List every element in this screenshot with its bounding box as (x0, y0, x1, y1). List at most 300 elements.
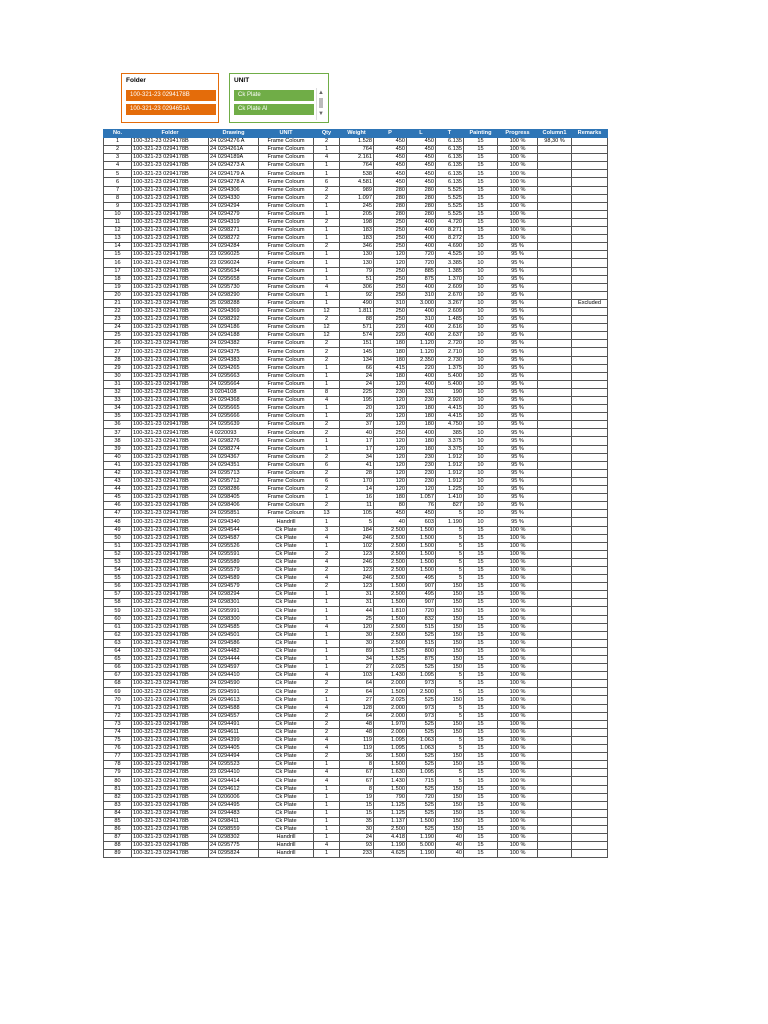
table-cell[interactable]: Frame Coloum (259, 348, 314, 356)
table-cell[interactable]: 85 (104, 817, 132, 825)
table-cell[interactable]: 11 (340, 502, 374, 510)
table-cell[interactable]: 1.630 (374, 769, 407, 777)
table-cell[interactable] (572, 550, 608, 558)
table-cell[interactable]: 100 % (498, 720, 538, 728)
table-cell[interactable]: 100-321-23 0294178B (132, 769, 209, 777)
table-cell[interactable] (572, 235, 608, 243)
table-cell[interactable]: 10 (464, 340, 498, 348)
table-cell[interactable] (572, 291, 608, 299)
table-cell[interactable]: 15 (464, 186, 498, 194)
column-header[interactable]: Painting (464, 130, 498, 138)
table-cell[interactable]: 24 0295663 (209, 372, 259, 380)
table-cell[interactable]: 100 % (498, 154, 538, 162)
table-cell[interactable]: 95 % (498, 243, 538, 251)
table-cell[interactable]: 78 (104, 761, 132, 769)
table-cell[interactable]: 198 (340, 218, 374, 226)
table-cell[interactable]: 400 (407, 227, 436, 235)
table-cell[interactable]: 1 (314, 170, 340, 178)
table-cell[interactable] (538, 445, 572, 453)
table-cell[interactable]: 1.811 (340, 307, 374, 315)
table-cell[interactable]: 5 (436, 558, 464, 566)
table-cell[interactable]: 10 (464, 445, 498, 453)
table-cell[interactable]: 34 (340, 453, 374, 461)
table-cell[interactable]: 5 (436, 769, 464, 777)
table-cell[interactable]: 100-321-23 0294178B (132, 704, 209, 712)
table-cell[interactable]: 100 % (498, 227, 538, 235)
table-cell[interactable]: 95 % (498, 267, 538, 275)
table-cell[interactable]: 15 (464, 801, 498, 809)
table-cell[interactable]: 100-321-23 0294178B (132, 615, 209, 623)
table-cell[interactable] (538, 186, 572, 194)
table-cell[interactable]: 1.095 (407, 672, 436, 680)
table-cell[interactable]: 220 (374, 332, 407, 340)
table-cell[interactable]: 180 (407, 421, 436, 429)
table-cell[interactable]: Ck Plate (259, 785, 314, 793)
table-cell[interactable] (572, 518, 608, 526)
table-cell[interactable]: 15 (464, 769, 498, 777)
table-cell[interactable]: 24 0294188 (209, 332, 259, 340)
table-cell[interactable]: 180 (374, 356, 407, 364)
table-cell[interactable]: 150 (436, 696, 464, 704)
table-cell[interactable]: 100 % (498, 696, 538, 704)
table-cell[interactable]: 415 (374, 364, 407, 372)
table-cell[interactable]: 15 (464, 178, 498, 186)
table-cell[interactable]: 2 (314, 720, 340, 728)
table-cell[interactable]: 280 (374, 210, 407, 218)
table-cell[interactable]: 7 (104, 186, 132, 194)
table-cell[interactable]: 1.370 (436, 275, 464, 283)
table-cell[interactable]: Frame Coloum (259, 380, 314, 388)
table-cell[interactable] (572, 664, 608, 672)
table-cell[interactable]: 10 (464, 453, 498, 461)
table-cell[interactable]: 6.135 (436, 162, 464, 170)
table-cell[interactable]: 15 (464, 202, 498, 210)
table-cell[interactable]: 100-321-23 0294178B (132, 728, 209, 736)
table-cell[interactable]: 15 (464, 615, 498, 623)
table-cell[interactable]: 2.500 (374, 575, 407, 583)
table-cell[interactable]: 15 (464, 753, 498, 761)
table-cell[interactable]: Ck Plate (259, 550, 314, 558)
table-cell[interactable]: 15 (464, 664, 498, 672)
table-cell[interactable]: 790 (374, 793, 407, 801)
table-cell[interactable]: Frame Coloum (259, 178, 314, 186)
table-cell[interactable] (572, 777, 608, 785)
table-cell[interactable]: 24 0294483 (209, 809, 259, 817)
table-cell[interactable]: Ck Plate (259, 745, 314, 753)
table-cell[interactable] (538, 736, 572, 744)
table-cell[interactable]: 27 (104, 348, 132, 356)
table-cell[interactable]: 525 (407, 825, 436, 833)
table-cell[interactable]: Ck Plate (259, 526, 314, 534)
table-cell[interactable]: 49 (104, 526, 132, 534)
unit-slicer-item[interactable]: Ck Plate (234, 90, 314, 101)
table-cell[interactable]: 1.063 (407, 745, 436, 753)
table-cell[interactable]: Frame Coloum (259, 243, 314, 251)
table-cell[interactable]: 10 (464, 429, 498, 437)
table-cell[interactable]: 100 % (498, 712, 538, 720)
table-cell[interactable]: 150 (436, 785, 464, 793)
table-cell[interactable]: 525 (407, 801, 436, 809)
table-cell[interactable]: Frame Coloum (259, 324, 314, 332)
table-cell[interactable]: 1 (314, 615, 340, 623)
table-cell[interactable]: 86 (104, 825, 132, 833)
table-cell[interactable]: 100-321-23 0294178B (132, 445, 209, 453)
table-cell[interactable]: 2 (104, 146, 132, 154)
table-cell[interactable]: 19 (104, 283, 132, 291)
table-cell[interactable]: 24 0298294 (209, 591, 259, 599)
table-cell[interactable]: 1.500 (374, 583, 407, 591)
table-cell[interactable]: 2 (314, 486, 340, 494)
table-cell[interactable]: 100 % (498, 761, 538, 769)
table-cell[interactable]: 24 0298290 (209, 291, 259, 299)
table-cell[interactable]: 100-321-23 0294178B (132, 842, 209, 850)
table-cell[interactable]: 76 (104, 745, 132, 753)
table-cell[interactable]: 100-321-23 0294178B (132, 469, 209, 477)
table-cell[interactable]: 250 (374, 316, 407, 324)
table-cell[interactable]: 24 0295991 (209, 607, 259, 615)
table-cell[interactable] (538, 486, 572, 494)
table-cell[interactable]: 1 (314, 227, 340, 235)
table-cell[interactable] (572, 728, 608, 736)
table-cell[interactable]: 18 (104, 275, 132, 283)
table-cell[interactable]: 15 (464, 696, 498, 704)
table-cell[interactable] (572, 842, 608, 850)
table-cell[interactable] (538, 842, 572, 850)
table-cell[interactable]: 450 (374, 170, 407, 178)
table-cell[interactable]: 15 (464, 834, 498, 842)
table-cell[interactable] (538, 672, 572, 680)
table-cell[interactable]: 1.528 (340, 138, 374, 146)
table-cell[interactable]: 832 (407, 615, 436, 623)
table-cell[interactable]: 100-321-23 0294178B (132, 243, 209, 251)
table-cell[interactable]: 95 % (498, 405, 538, 413)
table-cell[interactable] (572, 656, 608, 664)
table-cell[interactable]: 8.272 (436, 235, 464, 243)
table-cell[interactable]: 100-321-23 0294178B (132, 850, 209, 858)
table-cell[interactable] (538, 324, 572, 332)
table-cell[interactable]: 24 (104, 324, 132, 332)
table-cell[interactable] (538, 202, 572, 210)
table-cell[interactable]: 88 (340, 316, 374, 324)
table-cell[interactable]: 5.525 (436, 210, 464, 218)
table-cell[interactable]: Frame Coloum (259, 421, 314, 429)
table-cell[interactable]: 24 0298411 (209, 817, 259, 825)
table-cell[interactable]: 15 (464, 647, 498, 655)
table-cell[interactable] (538, 162, 572, 170)
table-cell[interactable]: 102 (340, 542, 374, 550)
table-cell[interactable]: 27 (340, 664, 374, 672)
table-cell[interactable]: 4.525 (436, 251, 464, 259)
table-cell[interactable]: 10 (464, 299, 498, 307)
table-cell[interactable]: 250 (374, 235, 407, 243)
table-cell[interactable]: 15 (464, 599, 498, 607)
table-cell[interactable]: 13 (104, 235, 132, 243)
table-cell[interactable] (572, 510, 608, 518)
table-cell[interactable]: 15 (464, 550, 498, 558)
table-cell[interactable]: 180 (407, 437, 436, 445)
table-cell[interactable]: 40 (436, 834, 464, 842)
table-cell[interactable]: 15 (464, 850, 498, 858)
table-cell[interactable]: 24 0298559 (209, 825, 259, 833)
table-cell[interactable]: 100 % (498, 558, 538, 566)
table-cell[interactable]: Frame Coloum (259, 186, 314, 194)
table-cell[interactable]: 4.625 (374, 850, 407, 858)
table-cell[interactable]: 6.135 (436, 170, 464, 178)
table-cell[interactable]: 100-321-23 0294178B (132, 688, 209, 696)
table-cell[interactable]: Ck Plate (259, 712, 314, 720)
table-cell[interactable]: 1 (314, 834, 340, 842)
table-cell[interactable]: Ck Plate (259, 688, 314, 696)
table-cell[interactable] (572, 704, 608, 712)
table-cell[interactable]: 100 % (498, 664, 538, 672)
table-cell[interactable]: 525 (407, 785, 436, 793)
table-cell[interactable]: 24 0295634 (209, 267, 259, 275)
table-cell[interactable]: 1 (314, 405, 340, 413)
table-cell[interactable]: 10 (464, 243, 498, 251)
table-cell[interactable] (572, 688, 608, 696)
table-cell[interactable]: 245 (340, 202, 374, 210)
table-cell[interactable]: 885 (407, 267, 436, 275)
table-cell[interactable]: 5.525 (436, 202, 464, 210)
table-cell[interactable]: 246 (340, 575, 374, 583)
scroll-up-icon[interactable]: ▲ (318, 90, 324, 96)
table-cell[interactable]: 220 (374, 324, 407, 332)
table-cell[interactable]: 1 (314, 494, 340, 502)
table-cell[interactable]: 100 % (498, 235, 538, 243)
table-cell[interactable]: 10 (464, 332, 498, 340)
table-cell[interactable]: 15 (464, 138, 498, 146)
table-cell[interactable]: 100-321-23 0294178B (132, 380, 209, 388)
table-cell[interactable]: 20 (340, 405, 374, 413)
table-cell[interactable]: 100-321-23 0294178B (132, 518, 209, 526)
table-cell[interactable]: 1 (314, 445, 340, 453)
table-cell[interactable]: 2 (314, 688, 340, 696)
table-cell[interactable]: 1 (314, 696, 340, 704)
table-cell[interactable]: 24 0294368 (209, 397, 259, 405)
table-cell[interactable]: Ck Plate (259, 615, 314, 623)
table-cell[interactable]: 2.025 (374, 664, 407, 672)
table-cell[interactable]: 100 % (498, 817, 538, 825)
table-cell[interactable]: 24 0298301 (209, 599, 259, 607)
table-cell[interactable]: Ck Plate (259, 777, 314, 785)
table-cell[interactable]: 720 (407, 259, 436, 267)
table-cell[interactable]: 15 (464, 728, 498, 736)
table-cell[interactable] (538, 210, 572, 218)
table-cell[interactable]: Frame Coloum (259, 218, 314, 226)
table-cell[interactable]: 61 (104, 623, 132, 631)
column-header[interactable]: Qty (314, 130, 340, 138)
table-cell[interactable]: 15 (464, 656, 498, 664)
table-cell[interactable]: 24 0294495 (209, 801, 259, 809)
table-cell[interactable]: 230 (407, 453, 436, 461)
table-cell[interactable]: 15 (464, 575, 498, 583)
table-cell[interactable]: 4 (314, 575, 340, 583)
table-cell[interactable]: Ck Plate (259, 793, 314, 801)
table-cell[interactable]: 100-321-23 0294178B (132, 210, 209, 218)
table-cell[interactable]: 100-321-23 0294178B (132, 227, 209, 235)
table-cell[interactable]: 1.125 (374, 801, 407, 809)
table-cell[interactable]: 33 (104, 397, 132, 405)
table-cell[interactable]: 100-321-23 0294178B (132, 680, 209, 688)
table-cell[interactable]: 400 (407, 372, 436, 380)
table-cell[interactable]: 95 % (498, 372, 538, 380)
table-cell[interactable]: 100-321-23 0294178B (132, 712, 209, 720)
table-cell[interactable]: 1.500 (407, 817, 436, 825)
table-cell[interactable]: 24 0298274 (209, 445, 259, 453)
table-cell[interactable]: 24 0298292 (209, 316, 259, 324)
table-cell[interactable]: 34 (104, 405, 132, 413)
table-cell[interactable]: 400 (407, 243, 436, 251)
table-cell[interactable]: 2.000 (374, 680, 407, 688)
table-cell[interactable]: 4.720 (436, 218, 464, 226)
table-cell[interactable]: 51 (340, 275, 374, 283)
table-cell[interactable] (538, 332, 572, 340)
table-cell[interactable]: 10 (464, 437, 498, 445)
table-cell[interactable] (538, 720, 572, 728)
table-cell[interactable]: 11 (104, 218, 132, 226)
table-cell[interactable] (538, 615, 572, 623)
table-cell[interactable]: 24 0294494 (209, 753, 259, 761)
table-cell[interactable]: 24 0298405 (209, 494, 259, 502)
table-cell[interactable]: Ck Plate (259, 558, 314, 566)
table-cell[interactable]: 95 % (498, 445, 538, 453)
table-cell[interactable] (572, 825, 608, 833)
table-cell[interactable]: 100 % (498, 688, 538, 696)
table-cell[interactable]: 10 (464, 388, 498, 396)
table-cell[interactable]: 24 0295591 (209, 550, 259, 558)
table-cell[interactable]: 10 (464, 510, 498, 518)
table-cell[interactable]: 150 (436, 631, 464, 639)
table-cell[interactable]: 973 (407, 704, 436, 712)
table-cell[interactable]: 24 0294351 (209, 461, 259, 469)
table-cell[interactable]: 2.609 (436, 307, 464, 315)
column-header[interactable]: Remarks (572, 130, 608, 138)
table-cell[interactable]: 100-321-23 0294178B (132, 421, 209, 429)
table-cell[interactable]: 100 % (498, 753, 538, 761)
table-cell[interactable]: 100-321-23 0294178B (132, 639, 209, 647)
table-cell[interactable]: 1.912 (436, 477, 464, 485)
table-cell[interactable]: 24 0294294 (209, 202, 259, 210)
table-cell[interactable] (572, 259, 608, 267)
table-cell[interactable]: 150 (436, 728, 464, 736)
table-cell[interactable] (538, 194, 572, 202)
column-header[interactable]: No. (104, 130, 132, 138)
table-cell[interactable] (538, 275, 572, 283)
table-cell[interactable]: 24 0294589 (209, 575, 259, 583)
table-cell[interactable]: 100-321-23 0294178B (132, 558, 209, 566)
table-cell[interactable]: Ck Plate (259, 736, 314, 744)
table-cell[interactable]: 119 (340, 745, 374, 753)
table-cell[interactable]: 6 (314, 477, 340, 485)
table-cell[interactable]: 15 (464, 720, 498, 728)
table-cell[interactable]: 280 (374, 186, 407, 194)
table-cell[interactable]: 10 (464, 372, 498, 380)
table-cell[interactable]: 100-321-23 0294178B (132, 720, 209, 728)
table-cell[interactable] (538, 834, 572, 842)
table-cell[interactable]: 5 (436, 526, 464, 534)
table-cell[interactable]: 24 0294276 A (209, 138, 259, 146)
table-cell[interactable]: 95 % (498, 324, 538, 332)
table-cell[interactable]: 10 (464, 275, 498, 283)
table-cell[interactable]: 1 (314, 656, 340, 664)
table-cell[interactable]: 100 % (498, 769, 538, 777)
table-cell[interactable]: 15 (464, 712, 498, 720)
table-cell[interactable]: 100 % (498, 680, 538, 688)
table-cell[interactable]: 100-321-23 0294178B (132, 405, 209, 413)
table-cell[interactable] (538, 575, 572, 583)
table-cell[interactable]: Ck Plate (259, 825, 314, 833)
table-cell[interactable]: 87 (104, 834, 132, 842)
table-cell[interactable]: 15 (464, 688, 498, 696)
table-cell[interactable]: 36 (104, 421, 132, 429)
table-cell[interactable]: 4 (314, 672, 340, 680)
table-cell[interactable]: 1 (314, 251, 340, 259)
column-header[interactable]: Folder (132, 130, 209, 138)
table-cell[interactable] (538, 340, 572, 348)
table-cell[interactable] (538, 453, 572, 461)
table-cell[interactable] (572, 583, 608, 591)
table-cell[interactable]: 225 (340, 388, 374, 396)
table-cell[interactable]: 515 (407, 623, 436, 631)
table-cell[interactable]: Ck Plate (259, 607, 314, 615)
table-cell[interactable]: 24 0294491 (209, 720, 259, 728)
table-cell[interactable] (538, 178, 572, 186)
table-cell[interactable]: 30 (340, 639, 374, 647)
table-cell[interactable]: 24 0295579 (209, 566, 259, 574)
table-cell[interactable]: 2 (314, 469, 340, 477)
table-cell[interactable]: 100-321-23 0294178B (132, 486, 209, 494)
table-cell[interactable] (538, 761, 572, 769)
table-cell[interactable]: 1 (314, 809, 340, 817)
table-cell[interactable]: 23 0294410 (209, 769, 259, 777)
table-cell[interactable] (538, 154, 572, 162)
table-cell[interactable]: 14 (340, 486, 374, 494)
table-cell[interactable]: 100 % (498, 704, 538, 712)
table-cell[interactable]: 1 (104, 138, 132, 146)
table-cell[interactable]: 15 (464, 639, 498, 647)
table-cell[interactable]: 22 (104, 307, 132, 315)
table-cell[interactable] (572, 397, 608, 405)
table-cell[interactable]: 100-321-23 0294178B (132, 348, 209, 356)
table-cell[interactable]: 24 0294410 (209, 672, 259, 680)
table-cell[interactable]: 6 (104, 178, 132, 186)
table-cell[interactable]: 17 (340, 437, 374, 445)
table-cell[interactable]: 230 (407, 397, 436, 405)
table-cell[interactable]: 100-321-23 0294178B (132, 202, 209, 210)
table-cell[interactable]: 24 0294273 A (209, 162, 259, 170)
table-cell[interactable]: 100-321-23 0294178B (132, 299, 209, 307)
table-cell[interactable]: 24 0206006 (209, 793, 259, 801)
table-cell[interactable]: 280 (374, 194, 407, 202)
table-cell[interactable] (572, 680, 608, 688)
table-cell[interactable]: 100-321-23 0294178B (132, 510, 209, 518)
table-cell[interactable]: 79 (340, 267, 374, 275)
table-cell[interactable] (538, 388, 572, 396)
table-cell[interactable]: 95 % (498, 299, 538, 307)
table-cell[interactable]: 1 (314, 664, 340, 672)
table-cell[interactable]: 6 (314, 178, 340, 186)
table-cell[interactable]: 2 (314, 243, 340, 251)
table-cell[interactable]: 75 (104, 736, 132, 744)
table-cell[interactable]: Frame Coloum (259, 251, 314, 259)
table-cell[interactable]: 1.500 (407, 542, 436, 550)
table-cell[interactable]: 24 0295664 (209, 380, 259, 388)
table-cell[interactable]: 100-321-23 0294178B (132, 664, 209, 672)
table-cell[interactable] (572, 607, 608, 615)
table-cell[interactable]: 3 (314, 526, 340, 534)
table-cell[interactable]: 77 (104, 753, 132, 761)
table-cell[interactable]: 120 (374, 380, 407, 388)
